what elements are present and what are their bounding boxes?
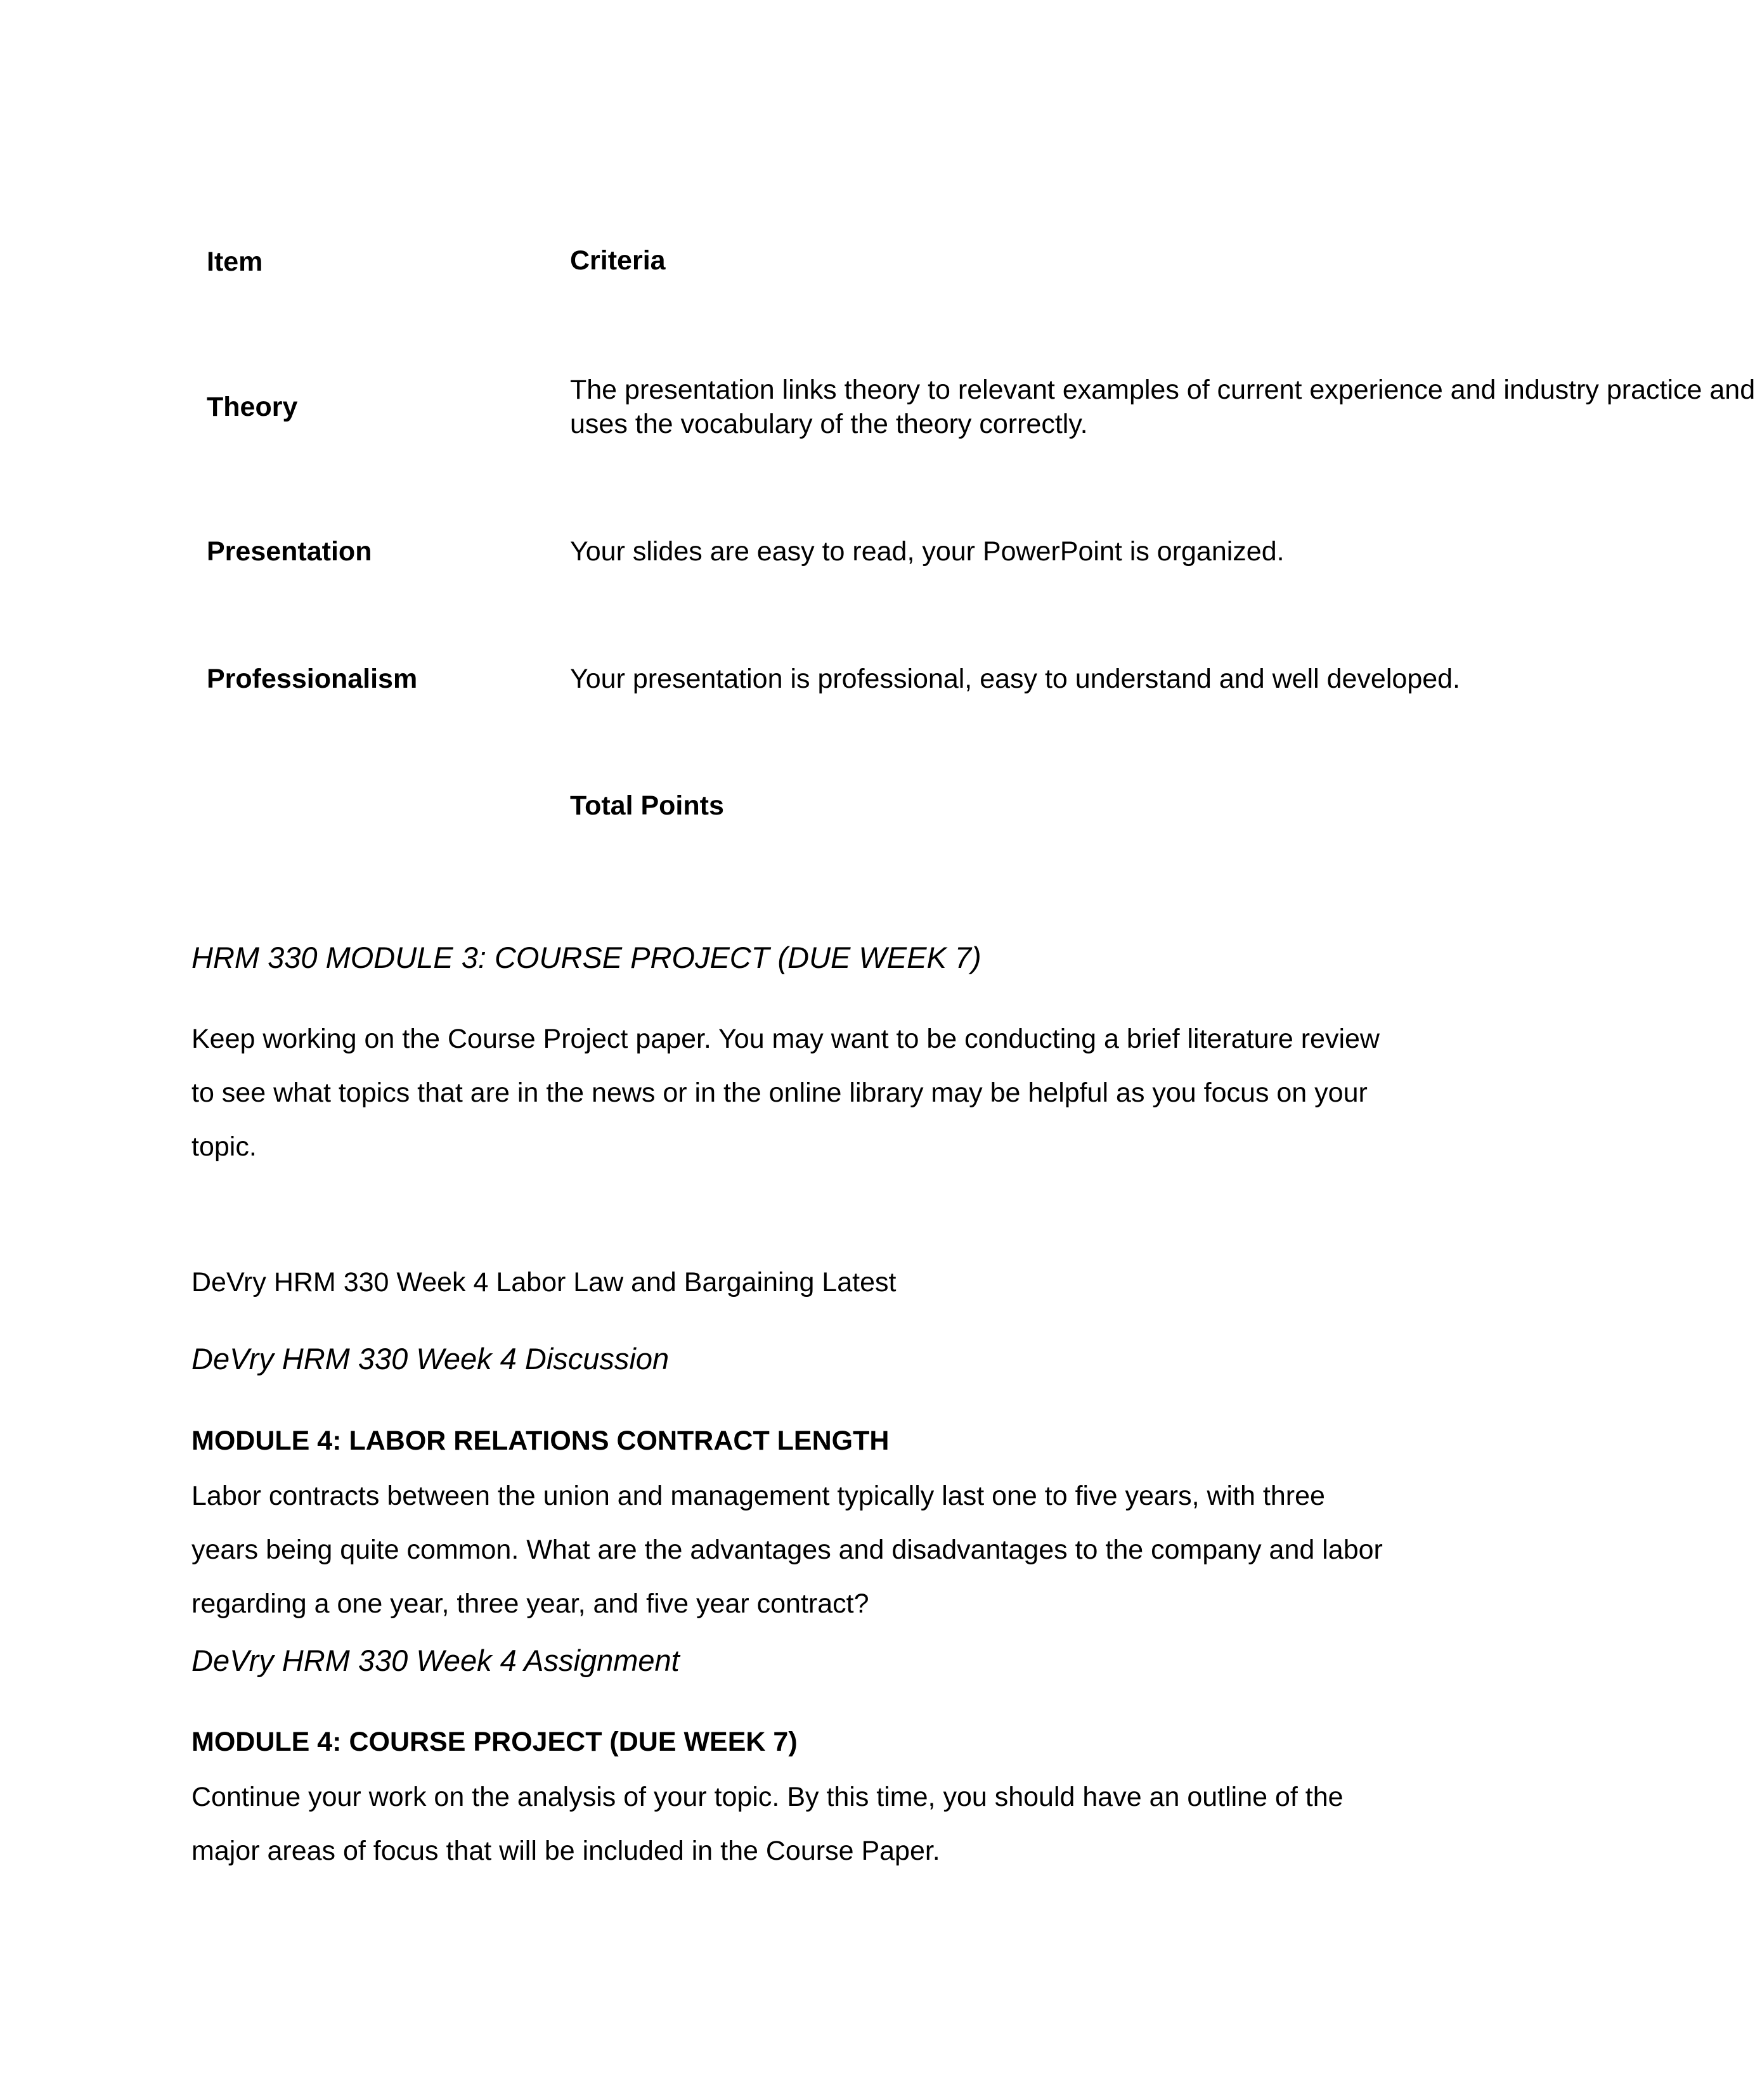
- week4-discussion-line1: Labor contracts between the union and management typically last one to five years, with three: [191, 1481, 1325, 1511]
- rubric-header-item: Item: [207, 247, 263, 277]
- week4-discussion-label: DeVry HRM 330 Week 4 Discussion: [191, 1342, 670, 1375]
- rubric-total-points: Total Points: [570, 790, 724, 821]
- rubric-row-item-professionalism: Professionalism: [207, 664, 418, 694]
- rubric-row-item-presentation: Presentation: [207, 536, 372, 567]
- week4-heading: DeVry HRM 330 Week 4 Labor Law and Bargaining Latest: [191, 1267, 897, 1298]
- module3-paragraph-line3: topic.: [191, 1131, 257, 1162]
- module3-paragraph-line1: Keep working on the Course Project paper. You may want to be conducting a brief literature review: [191, 1024, 1380, 1054]
- rubric-row-criteria-presentation: Your slides are easy to read, your PowerPoint is organized.: [570, 536, 1285, 567]
- week4-assignment-label: DeVry HRM 330 Week 4 Assignment: [191, 1644, 680, 1677]
- rubric-row-criteria-theory-line1: The presentation links theory to relevant examples of current experience and industry practice and: [570, 375, 1755, 405]
- week4-discussion-line2: years being quite common. What are the advantages and disadvantages to the company and labor: [191, 1535, 1383, 1565]
- week4-assignment-line1: Continue your work on the analysis of your topic. By this time, you should have an outline of the: [191, 1782, 1344, 1812]
- rubric-row-criteria-theory-line2: uses the vocabulary of the theory correctly.: [570, 409, 1088, 439]
- rubric-header-criteria: Criteria: [570, 245, 666, 276]
- week4-discussion-title: MODULE 4: LABOR RELATIONS CONTRACT LENGTH: [191, 1426, 890, 1456]
- module3-paragraph-line2: to see what topics that are in the news or in the online library may be helpful as you focus on your: [191, 1078, 1368, 1108]
- week4-discussion-line3: regarding a one year, three year, and five year contract?: [191, 1588, 869, 1619]
- rubric-row-item-theory: Theory: [207, 392, 298, 422]
- module3-title: HRM 330 MODULE 3: COURSE PROJECT (DUE WEEK 7): [191, 941, 981, 974]
- rubric-row-criteria-professionalism: Your presentation is professional, easy to understand and well developed.: [570, 664, 1461, 694]
- week4-assignment-title: MODULE 4: COURSE PROJECT (DUE WEEK 7): [191, 1727, 798, 1757]
- week4-assignment-line2: major areas of focus that will be included in the Course Paper.: [191, 1836, 940, 1866]
